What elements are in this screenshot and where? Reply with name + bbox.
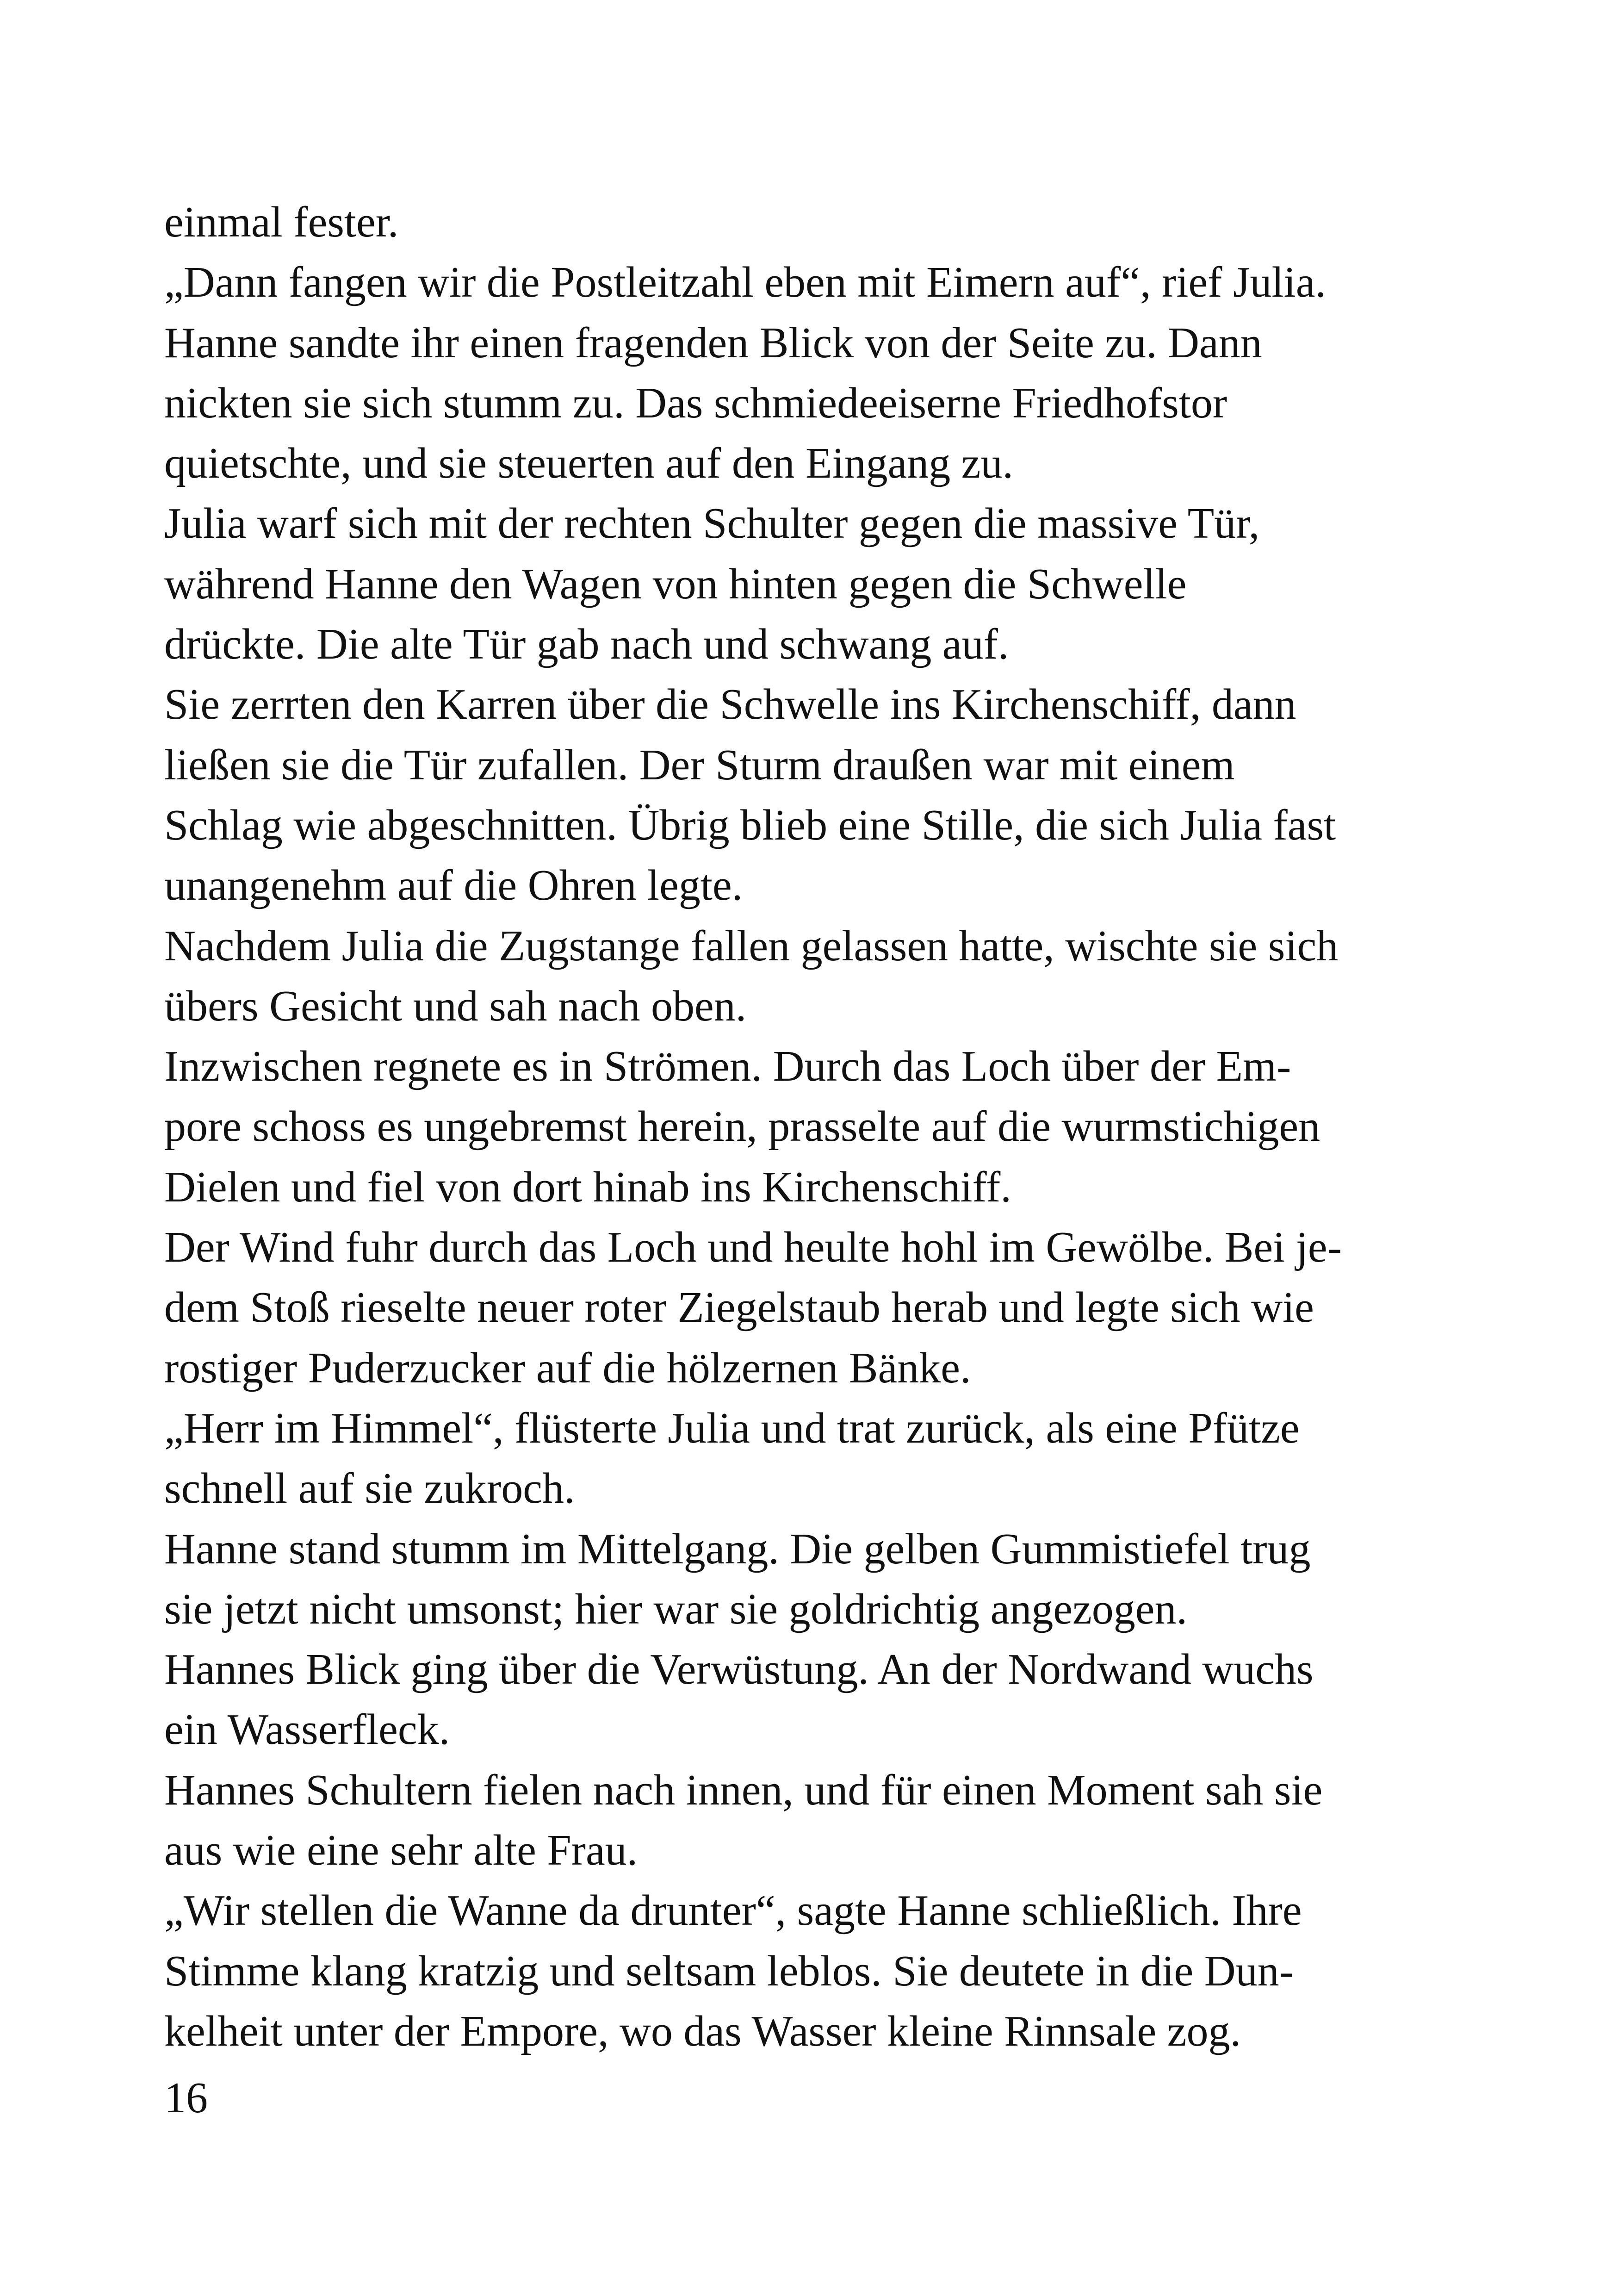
text-line: Schlag wie abgeschnitten. Übrig blieb eine Stille, die sich Julia fast [164,801,1336,849]
text-line: ließen sie die Tür zufallen. Der Sturm draußen war mit einem [164,740,1235,789]
text-line: „Herr im Himmel“, flüsterte Julia und trat zurück, als eine Pfütze [164,1404,1300,1452]
text-line: drückte. Die alte Tür gab nach und schwang auf. [164,620,1009,669]
text-line: Hannes Schultern fielen nach innen, und für einen Moment sah sie [164,1766,1323,1814]
text-line: Dielen und fiel von dort hinab ins Kirchenschiff. [164,1163,1011,1211]
text-line: Der Wind fuhr durch das Loch und heulte hohl im Gewölbe. Bei je- [164,1223,1342,1272]
text-line: schnell auf sie zukroch. [164,1464,575,1513]
text-line: „Wir stellen die Wanne da drunter“, sagte Hanne schließlich. Ihre [164,1886,1302,1935]
body-text [164,192,1441,2061]
text-line: pore schoss es ungebremst herein, prasselte auf die wurmstichigen [164,1102,1320,1151]
text-line: rostiger Puderzucker auf die hölzernen Bänke. [164,1344,971,1392]
text-line: „Dann fangen wir die Postleitzahl eben mit Eimern auf“, rief Julia. [164,258,1327,307]
text-line: übers Gesicht und sah nach oben. [164,982,747,1030]
text-line: Sie zerrten den Karren über die Schwelle ins Kirchenschiff, dann [164,680,1296,729]
text-line: einmal fester. [164,198,399,246]
page-number: 16 [164,2074,208,2122]
text-line: Nachdem Julia die Zugstange fallen gelassen hatte, wischte sie sich [164,921,1339,970]
text-line: Stimme klang kratzig und seltsam leblos. Sie deutete in die Dun- [164,1947,1294,1995]
text-line: Hannes Blick ging über die Verwüstung. An der Nordwand wuchs [164,1645,1314,1694]
text-line: aus wie eine sehr alte Frau. [164,1826,638,1875]
text-line: quietschte, und sie steuerten auf den Eingang zu. [164,439,1014,488]
text-line: Hanne sandte ihr einen fragenden Blick von der Seite zu. Dann [164,318,1262,367]
text-line: unangenehm auf die Ohren legte. [164,861,743,910]
text-line: ein Wasserfleck. [164,1705,450,1754]
text-line: kelheit unter der Empore, wo das Wasser kleine Rinnsale zog. [164,2007,1241,2055]
text-line: Inzwischen regnete es in Strömen. Durch das Loch über der Em- [164,1042,1291,1091]
text-line: Julia warf sich mit der rechten Schulter gegen die massive Tür, [164,499,1260,548]
text-line: nickten sie sich stumm zu. Das schmiedeeiserne Friedhofstor [164,379,1227,427]
text-line: Hanne stand stumm im Mittelgang. Die gelben Gummistiefel trug [164,1524,1311,1573]
text-line: dem Stoß rieselte neuer roter Ziegelstaub herab und legte sich wie [164,1283,1314,1332]
text-line: sie jetzt nicht umsonst; hier war sie goldrichtig angezogen. [164,1585,1188,1633]
text-line: während Hanne den Wagen von hinten gegen die Schwelle [164,560,1187,608]
